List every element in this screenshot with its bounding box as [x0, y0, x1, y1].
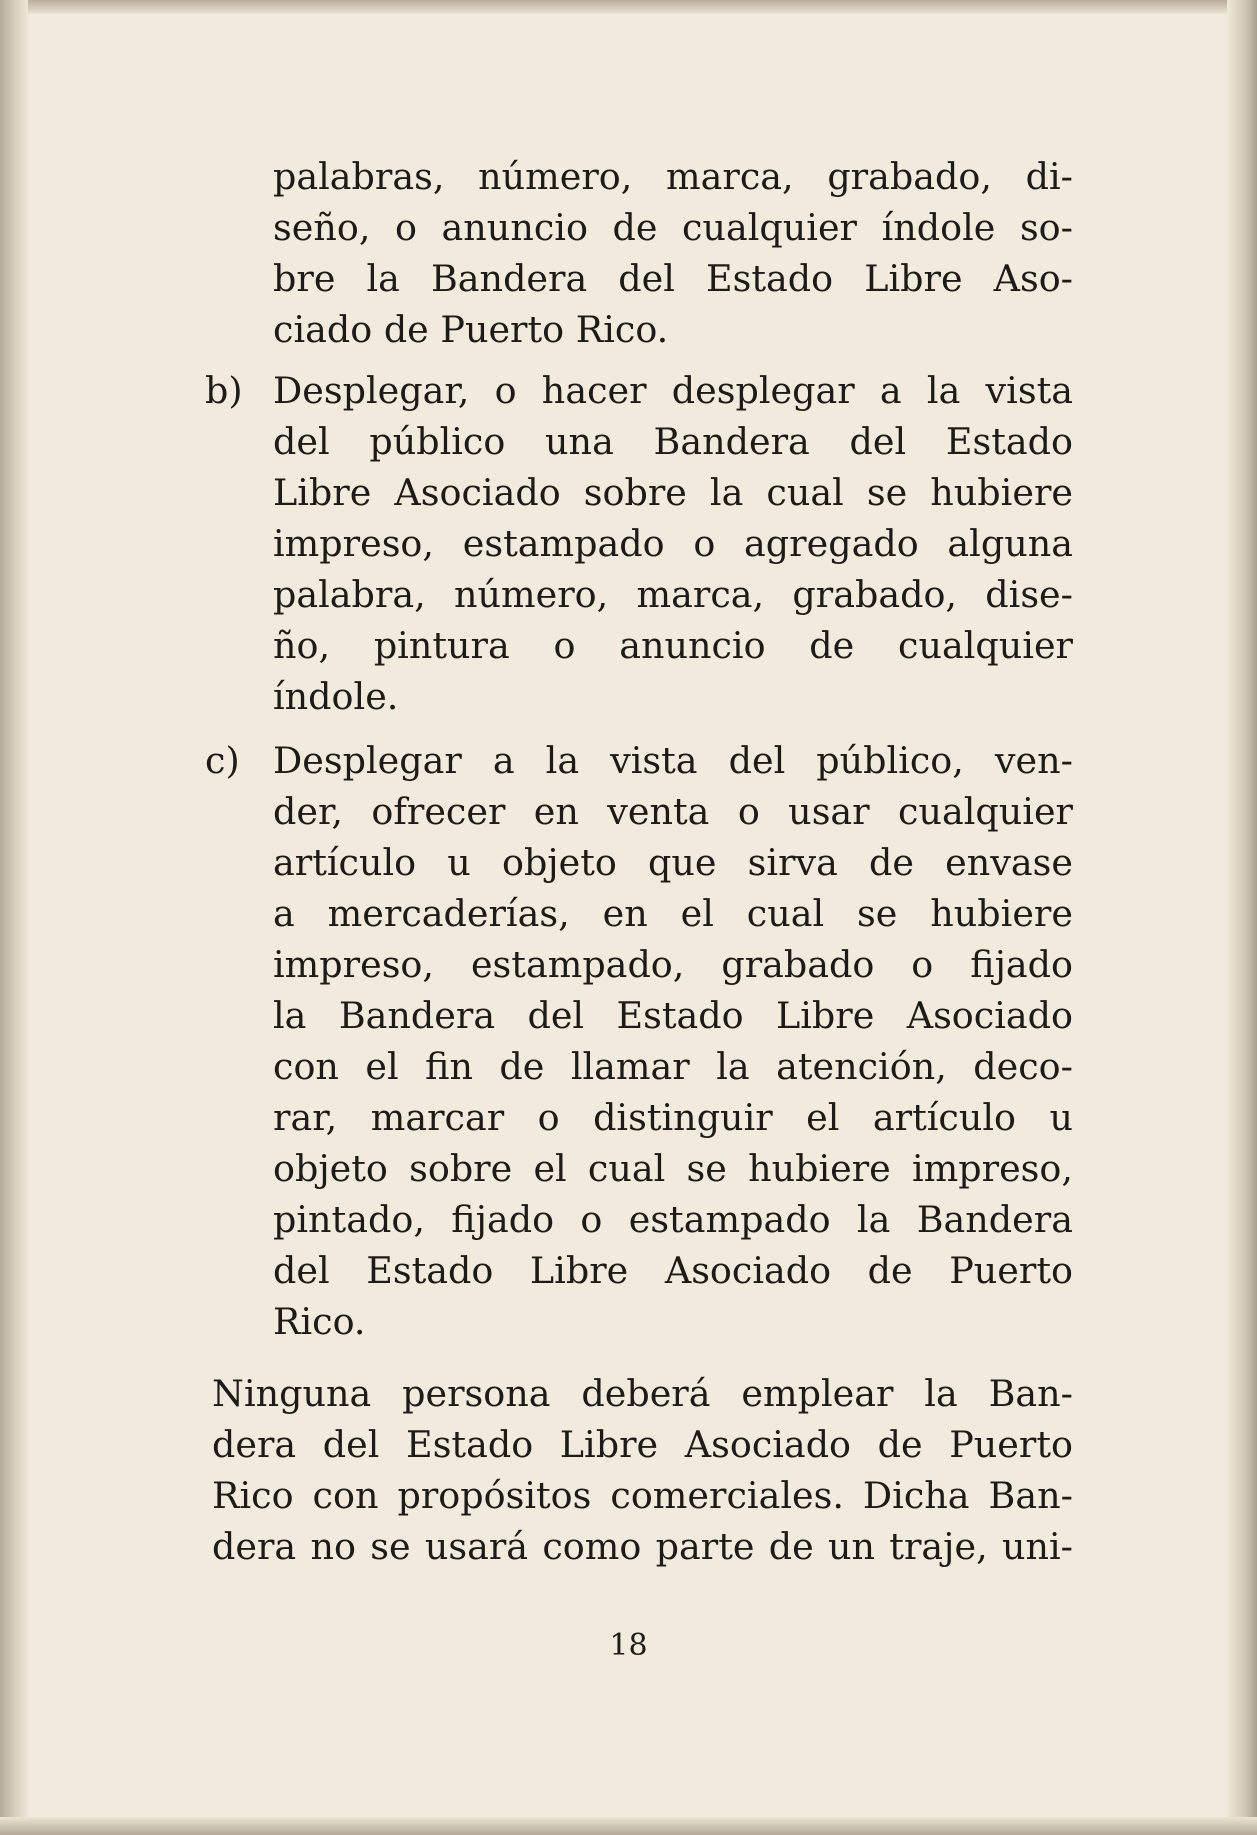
- text-line: Desplegar, o hacer desplegar a la vista: [273, 369, 1073, 412]
- text-line: impreso, estampado, grabado o fijado: [273, 943, 1073, 986]
- text-line: Ninguna persona deberá emplear la Ban-: [212, 1372, 1073, 1415]
- text-line: Rico con propósitos comerciales. Dicha Ban-: [212, 1474, 1073, 1517]
- page-number: 18: [609, 1628, 648, 1663]
- text-line: con el fin de llamar la atención, deco-: [273, 1045, 1073, 1088]
- page-edge-bottom: [0, 1817, 1257, 1835]
- text-line: Rico.: [273, 1300, 366, 1343]
- text-line: objeto sobre el cual se hubiere impreso,: [273, 1147, 1073, 1190]
- closing-paragraph: [212, 1368, 1073, 1572]
- text-line: del Estado Libre Asociado de Puerto: [273, 1249, 1073, 1292]
- text-line: bre la Bandera del Estado Libre Aso-: [273, 257, 1073, 300]
- page-edge-left: [0, 0, 28, 1835]
- text-line: palabras, número, marca, grabado, di-: [273, 155, 1073, 198]
- text-line: del público una Bandera del Estado: [273, 420, 1073, 463]
- text-line: la Bandera del Estado Libre Asociado: [273, 994, 1073, 1037]
- item-b-text: [273, 365, 1073, 722]
- item-c-marker: c): [205, 739, 240, 782]
- text-line: dera del Estado Libre Asociado de Puerto: [212, 1423, 1073, 1466]
- text-line: pintado, fijado o estampado la Bandera: [273, 1198, 1073, 1241]
- text-line: seño, o anuncio de cualquier índole so-: [273, 206, 1073, 249]
- text-line: impreso, estampado o agregado alguna: [273, 522, 1073, 565]
- text-line: a mercaderías, en el cual se hubiere: [273, 892, 1073, 935]
- text-line: rar, marcar o distinguir el artículo u: [273, 1096, 1073, 1139]
- text-line: Libre Asociado sobre la cual se hubiere: [273, 471, 1073, 514]
- text-line: dera no se usará como parte de un traje, uni-: [212, 1525, 1073, 1568]
- text-line: der, ofrecer en venta o usar cualquier: [273, 790, 1073, 833]
- top-block: [273, 151, 1073, 355]
- text-line: ño, pintura o anuncio de cualquier: [273, 624, 1073, 667]
- item-c-text: [273, 735, 1073, 1347]
- page-edge-right: [1227, 0, 1257, 1835]
- text-line: artículo u objeto que sirva de envase: [273, 841, 1073, 884]
- page-edge-top: [0, 0, 1257, 14]
- text-line: índole.: [273, 675, 399, 718]
- text-line: palabra, número, marca, grabado, dise-: [273, 573, 1073, 616]
- text-line: ciado de Puerto Rico.: [273, 308, 669, 351]
- text-line: Desplegar a la vista del público, ven-: [273, 739, 1073, 782]
- item-b-marker: b): [205, 369, 243, 412]
